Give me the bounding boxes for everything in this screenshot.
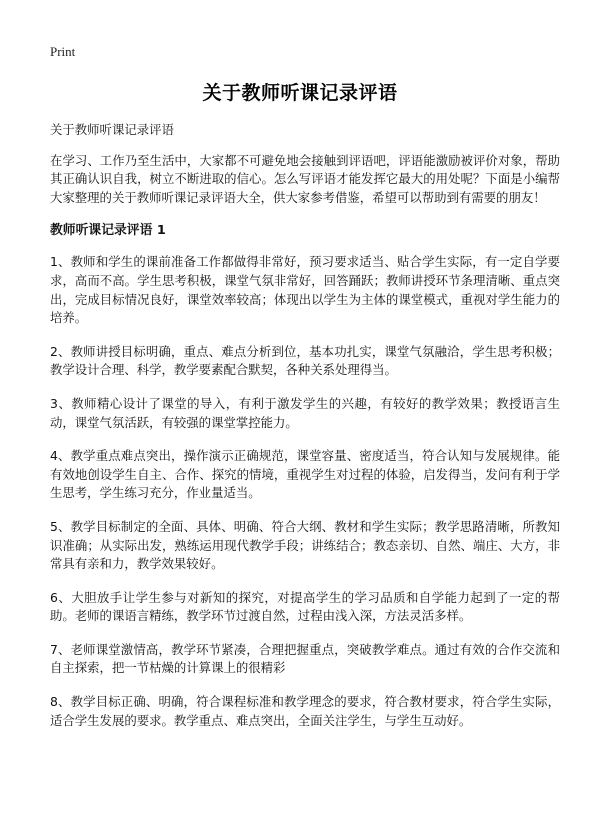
list-item: 2、教师讲授目标明确，重点、难点分析到位，基本功扎实，课堂气氛融洽，学生思考积极；教学设计合理、科学，教学要素配合默契，各种关系处理得当。 <box>50 343 560 378</box>
list-item: 6、大胆放手让学生参与对新知的探究，对提高学生的学习品质和自学能力起到了一定的帮助。老师的课语言精练，教学环节过渡自然，过程由浅入深，方法灵活多样。 <box>50 589 560 624</box>
list-item: 3、教师精心设计了课堂的导入，有利于激发学生的兴趣，有较好的教学效果；教授语言生动，课堂气氛活跃，有较强的课堂掌控能力。 <box>50 395 560 430</box>
list-item: 1、教师和学生的课前准备工作都做得非常好，预习要求适当、贴合学生实际，有一定自学要求，高而不高。学生思考积极，课堂气氛非常好，回答踊跃；教师讲授环节条理清晰、重点突出，完成目标情况良好，课堂效率较高；体现出以学生为主体的课堂模式，重视对学生能力的培养。 <box>50 254 560 326</box>
article-body <box>50 121 560 745</box>
print-link[interactable]: Print <box>50 44 76 59</box>
list-item: 4、教学重点难点突出，操作演示正确规范，课堂容量、密度适当，符合认知与发展规律。能有效地创设学生自主、合作、探究的情境，重视学生对过程的体验，启发得当，发问有利于学生思考，学生练习充分，作业量适当。 <box>50 448 560 501</box>
article-subtitle: 关于教师听课记录评语 <box>50 122 174 137</box>
page-title: 关于教师听课记录评语 <box>202 82 398 104</box>
list-item: 7、老师课堂激情高，教学环节紧凑，合理把握重点，突破教学难点。通过有效的合作交流和自主探索，把一节枯燥的计算课上的很精彩 <box>50 641 560 676</box>
list-item: 5、教学目标制定的全面、具体、明确、符合大纲、教材和学生实际；教学思路清晰，所教知识准确；从实际出发，熟练运用现代教学手段；讲练结合；教态亲切、自然、端庄、大方，非常具有亲和力，教学效果较好。 <box>50 518 560 572</box>
intro-paragraph: 在学习、工作乃至生活中，大家都不可避免地会接触到评语吧，评语能激励被评价对象，帮助其正确认识自我，树立不断进取的信心。怎么写评语才能发挥它最大的用处呢？下面是小编帮大家整理的关于教师听课记录评语大全，供大家参考借鉴，希望可以帮助到有需要的朋友！ <box>50 152 560 205</box>
section-heading: 教师听课记录评语 1 <box>50 223 166 239</box>
list-item: 8、教学目标正确、明确，符合课程标准和教学理念的要求，符合教材要求，符合学生实际，适合学生发展的要求。教学重点、难点突出，全面关注学生，与学生互动好。 <box>50 694 560 728</box>
